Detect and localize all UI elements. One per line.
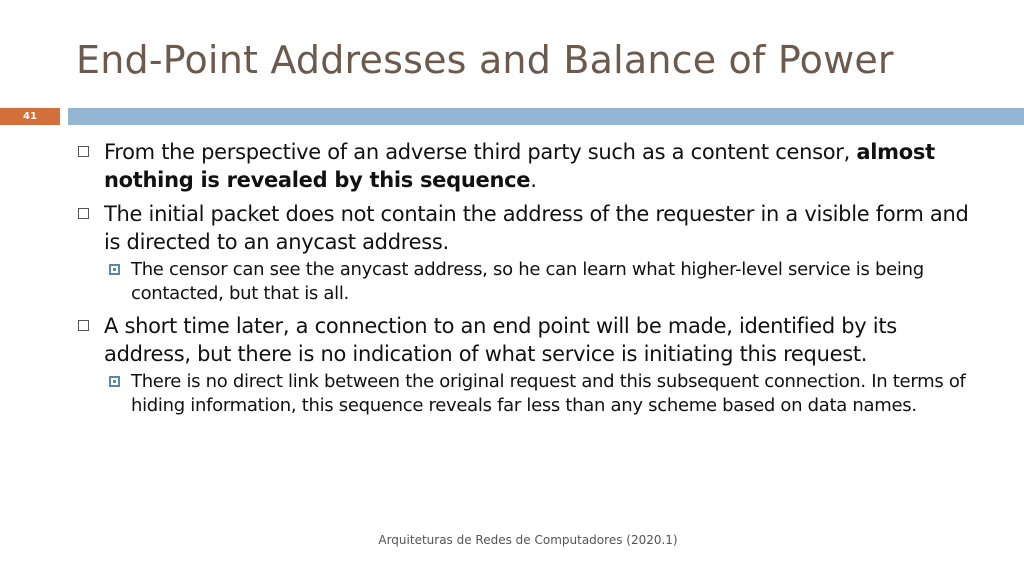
square-bullet-icon: [78, 208, 89, 219]
bullet-2-sub-text: The censor can see the anycast address, so he can learn what higher-level service is being contacted, but that is all.: [131, 259, 924, 304]
bullet-2: [76, 200, 976, 256]
bullet-1-bold: almost nothing is revealed by this sequence: [104, 140, 935, 192]
square-bullet-icon: [78, 146, 89, 157]
title-accent-bar: [68, 108, 1024, 125]
square-bullet-icon: [78, 320, 89, 331]
bullet-3-text: A short time later, a connection to an end point will be made, identified by its address, but there is no indication of what service is initiating this request.: [104, 314, 897, 366]
bullet-3-sub: [76, 370, 976, 418]
bullet-3-sub-text: There is no direct link between the original request and this subsequent connection. In terms of hiding information, this sequence reveals far less than any scheme based on data names.: [131, 371, 966, 416]
slide-content: [76, 138, 976, 424]
footer-text: Arquiteturas de Redes de Computadores (2020.1): [378, 533, 678, 547]
slide-title: End-Point Addresses and Balance of Power: [76, 38, 894, 82]
bullet-1-text-b: .: [530, 168, 537, 192]
slide-number: 41: [0, 108, 60, 125]
bullet-1: [76, 138, 976, 194]
footer: [0, 533, 1024, 547]
bullet-2-text: The initial packet does not contain the address of the requester in a visible form and is directed to an anycast address.: [104, 202, 969, 254]
filled-square-bullet-icon: [109, 376, 120, 387]
bullet-3: [76, 312, 976, 368]
bullet-1-text-a: From the perspective of an adverse third party such as a content censor,: [104, 140, 857, 164]
filled-square-bullet-icon: [109, 264, 120, 275]
bullet-2-sub: [76, 258, 976, 306]
